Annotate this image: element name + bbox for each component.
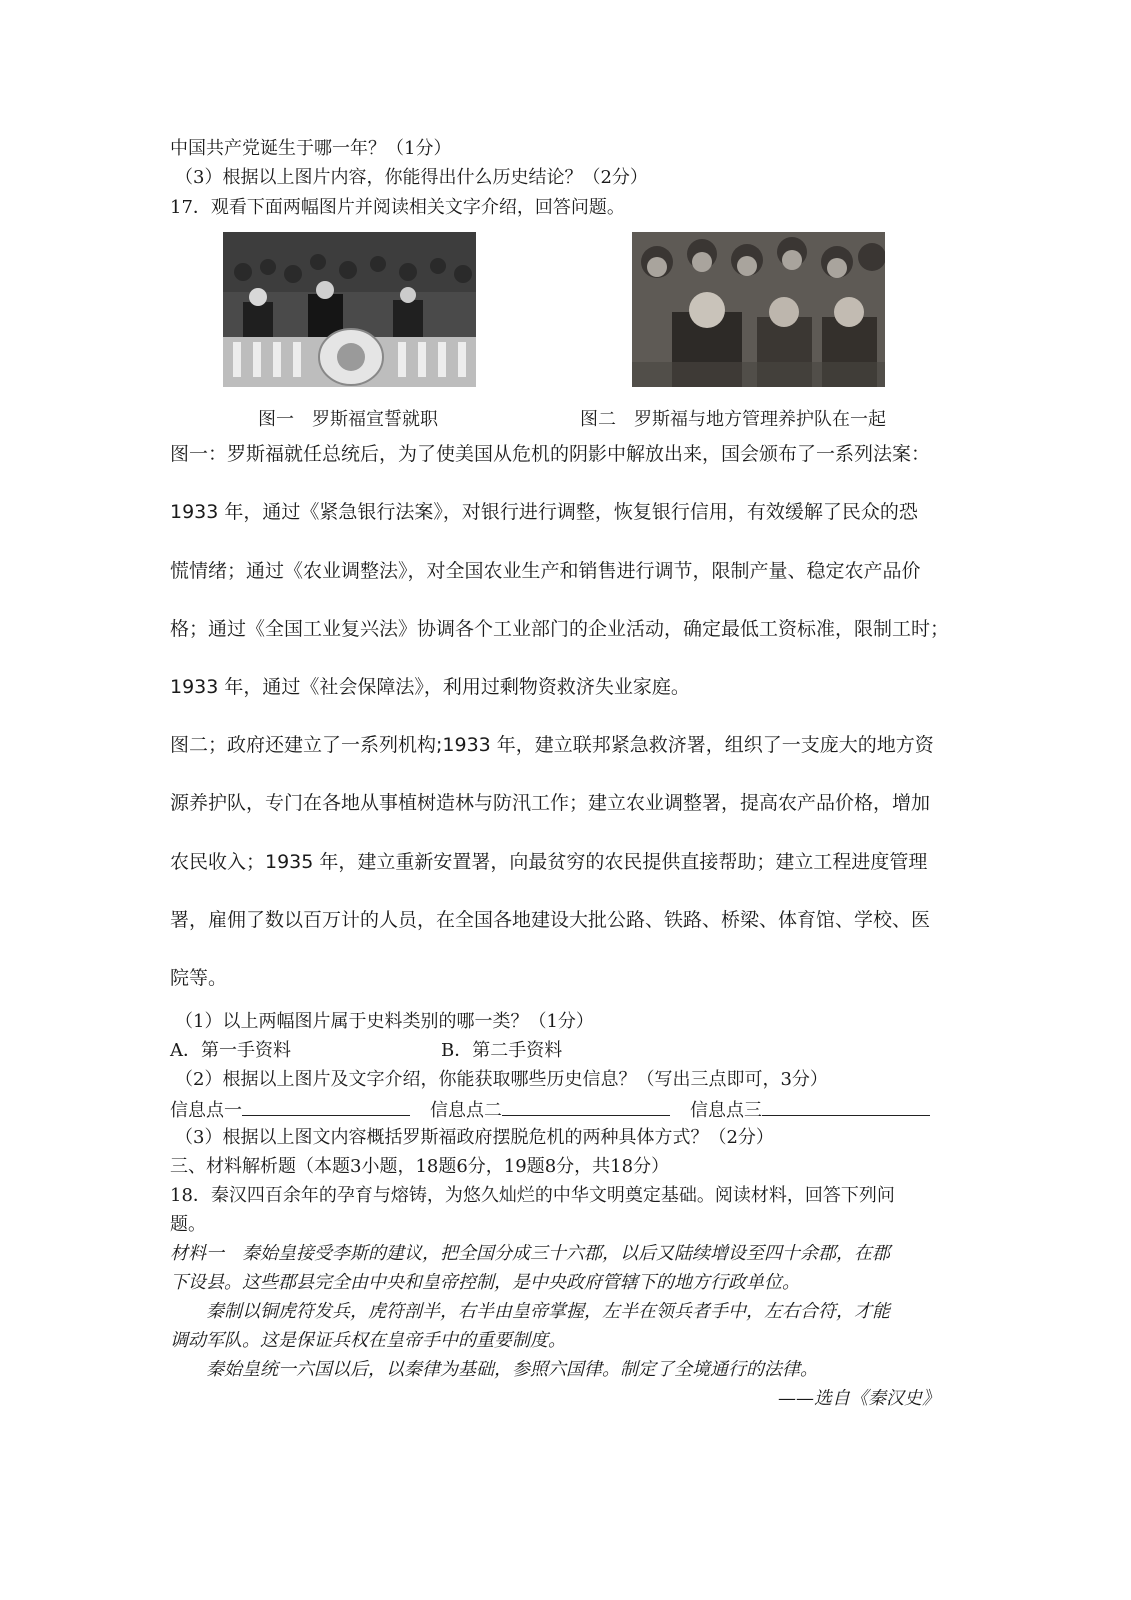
figure-2-caption: 图二 罗斯福与地方管理养护队在一起 xyxy=(580,409,886,430)
question-17-sub3: （3）根据以上图文内容概括罗斯福政府摆脱危机的两种具体方式？（2分） xyxy=(175,1127,774,1148)
figure-2-conservation-corps-photo xyxy=(632,232,885,387)
material-1-line: 材料一 秦始皇接受李斯的建议，把全国分成三十六郡，以后又陆续增设至四十余郡，在郡 xyxy=(170,1243,890,1264)
paragraph-fig2-line: 图二；政府还建立了一系列机构;1933 年，建立联邦紧急救济署，组织了一支庞大的地方资 xyxy=(170,734,934,756)
question-17-sub2: （2）根据以上图片及文字介绍，你能获取哪些历史信息？（写出三点即可，3分） xyxy=(175,1069,828,1090)
info-point-1-label: 信息点一 xyxy=(170,1100,242,1121)
material-1-source: ——选自《秦汉史》 xyxy=(778,1388,940,1409)
section-3-heading: 三、材料解析题（本题3小题，18题6分，19题8分，共18分） xyxy=(170,1156,670,1177)
material-1-line: 秦始皇统一六国以后，以秦律为基础，参照六国律。制定了全境通行的法律。 xyxy=(170,1359,818,1380)
figure-1-caption: 图一 罗斯福宣誓就职 xyxy=(258,409,438,430)
question-17-options xyxy=(170,1039,562,1063)
info-point-2-label: 信息点二 xyxy=(430,1100,502,1121)
info-point-3-label: 信息点三 xyxy=(690,1100,762,1121)
material-1-line: 下设县。这些郡县完全由中央和皇帝控制，是中央政府管辖下的地方行政单位。 xyxy=(170,1272,800,1293)
material-1-line: 秦制以铜虎符发兵，虎符剖半，右半由皇帝掌握，左半在领兵者手中，左右合符，才能 xyxy=(170,1301,890,1322)
figure-1-inauguration-photo xyxy=(223,232,476,387)
info-points-row xyxy=(170,1097,930,1123)
question-18-intro: 18．秦汉四百余年的孕育与熔铸，为悠久灿烂的中华文明奠定基础。阅读材料，回答下列问 xyxy=(170,1185,895,1206)
paragraph-fig1-line: 1933 年，通过《社会保障法》，利用过剩物资救济失业家庭。 xyxy=(170,676,690,698)
paragraph-fig1-line: 格；通过《全国工业复兴法》协调各个工业部门的企业活动，确定最低工资标准，限制工时； xyxy=(170,618,950,640)
info-point-3-blank[interactable] xyxy=(762,1097,930,1116)
paragraph-fig1-line: 图一：罗斯福就任总统后，为了使美国从危机的阴影中解放出来，国会颁布了一系列法案： xyxy=(170,443,931,465)
question-17-sub1: （1）以上两幅图片属于史料类别的哪一类？（1分） xyxy=(175,1011,594,1032)
material-1-line: 调动军队。这是保证兵权在皇帝手中的重要制度。 xyxy=(170,1330,566,1351)
option-a[interactable]: A．第一手资料 xyxy=(170,1040,291,1061)
info-point-1-blank[interactable] xyxy=(242,1097,410,1116)
paragraph-fig2-line: 署，雇佣了数以百万计的人员，在全国各地建设大批公路、铁路、桥梁、体育馆、学校、医 xyxy=(170,909,931,931)
paragraph-fig1-line: 1933 年，通过《紧急银行法案》，对银行进行调整，恢复银行信用，有效缓解了民众的恐 xyxy=(170,501,918,523)
question-18-intro-cont: 题。 xyxy=(170,1214,206,1235)
info-point-2-blank[interactable] xyxy=(502,1097,670,1116)
option-b[interactable]: B．第二手资料 xyxy=(441,1040,563,1061)
paragraph-fig2-line: 院等。 xyxy=(170,967,228,989)
question-17-intro: 17．观看下面两幅图片并阅读相关文字介绍，回答问题。 xyxy=(170,197,625,218)
paragraph-fig2-line: 源养护队，专门在各地从事植树造林与防汛工作；建立农业调整署，提高农产品价格，增加 xyxy=(170,792,931,814)
paragraph-fig2-line: 农民收入；1935 年，建立重新安置署，向最贫穷的农民提供直接帮助；建立工程进度管理 xyxy=(170,851,928,873)
question-16-sub3: （3）根据以上图片内容，你能得出什么历史结论？（2分） xyxy=(175,167,648,188)
question-16-part-text: 中国共产党诞生于哪一年？（1分） xyxy=(170,138,452,159)
paragraph-fig1-line: 慌情绪；通过《农业调整法》，对全国农业生产和销售进行调节，限制产量、稳定农产品价 xyxy=(170,560,921,582)
